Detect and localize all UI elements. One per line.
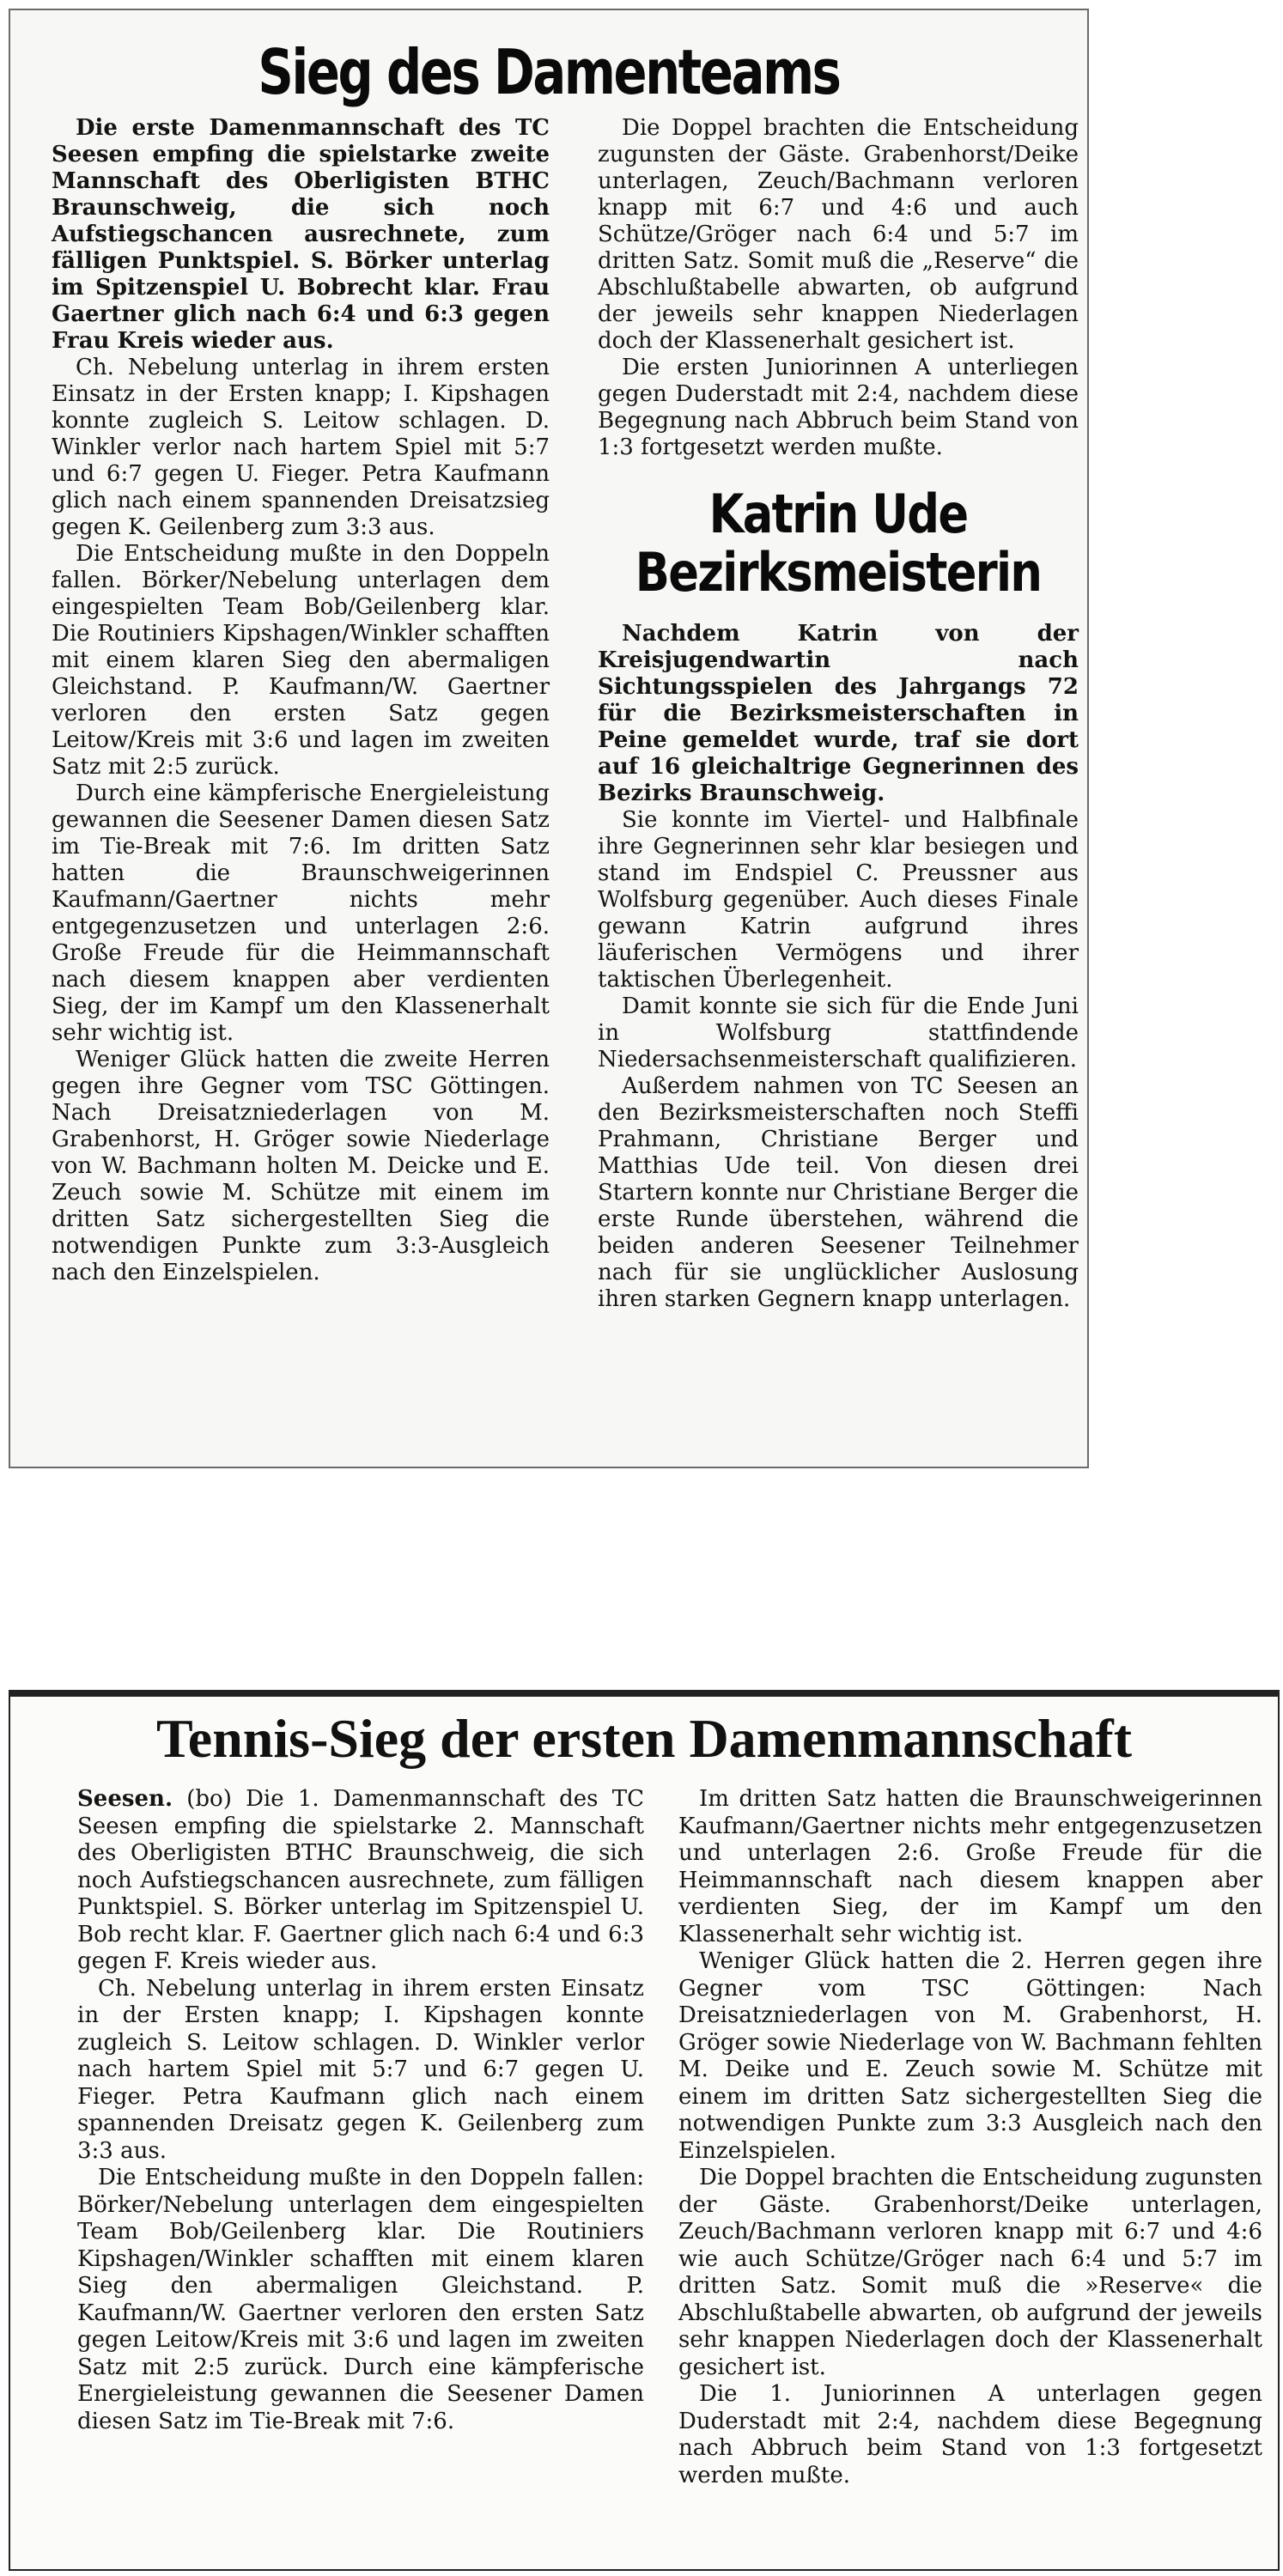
article3-paragraph: Im dritten Satz hatten die Braunschweigerinnen Kaufmann/Gaertner nichts mehr entgegenzusetzen und unterlagen 2:6. Große Freude für die Heimmannschaft nach diesem knappen aber verdienten Sieg, der im Kampf um den Klassenerhalt sehr wichtig ist. bbox=[678, 1786, 1262, 1947]
dateline: Seesen. bbox=[77, 1786, 173, 1812]
headline-sieg-des-damenteams: Sieg des Damenteams bbox=[258, 36, 840, 108]
article3-first-text: (bo) Die 1. Damenmannschaft des TC Seesen empfing die spielstarke 2. Mannschaft des Oberligisten BTHC Braunschweig, die sich noch Aufstiegschancen ausrechnete, zum fälligen Punktspiel. S. Börker unterlag im Spitzenspiel U. Bob recht klar. F. Gaertner glich nach 6:4 und 6:3 gegen F. Kreis wieder aus. bbox=[77, 1786, 645, 1974]
article1-paragraph: Weniger Glück hatten die zweite Herren gegen ihre Gegner vom TSC Göttingen. Nach Dreisatzniederlagen von M. Grabenhorst, H. Gröger sowie Niederlage von W. Bachmann holten M. Deicke und E. Zeuch sowie M. Schütze mit einem im dritten Satz sichergestellten Sieg die notwendigen Punkte zum 3:3-Ausgleich nach den Einzelspielen. bbox=[52, 1047, 550, 1285]
article3-paragraph: Weniger Glück hatten die 2. Herren gegen ihre Gegner vom TSC Göttingen: Nach Dreisatzniederlagen von M. Grabenhorst, H. Gröger sowie Niederlage von W. Bachmann fehlten M. Deike und E. Zeuch sowie M. Schütze mit einem im dritten Satz sichergestellten Sieg die notwendigen Punkte zum 3:3 Ausgleich nach den Einzelspielen. bbox=[678, 1948, 1262, 2164]
article1-lead: Die erste Damenmannschaft des TC Seesen empfing die spielstarke zweite Mannschaft des Oberligisten BTHC Braunschweig, die sich noch Aufstiegschancen ausrechnete, zum fälligen Punktspiel. S. Börker unterlag im Spitzenspiel U. Bobrecht klar. Frau Gaertner glich nach 6:4 und 6:3 gegen Frau Kreis wieder aus. bbox=[52, 115, 550, 354]
article1-right-column bbox=[598, 115, 1079, 1313]
article1-paragraph: Die ersten Juniorinnen A unterliegen gegen Duderstadt mit 2:4, nachdem diese Begegnung nach Abbruch beim Stand von 1:3 fortgesetzt werden mußte. bbox=[598, 355, 1079, 460]
article3-paragraph: Die Doppel brachten die Entscheidung zugunsten der Gäste. Grabenhorst/Deike unterlagen, Zeuch/Bachmann verloren knapp mit 6:7 und 4:6 wie auch Schütze/Gröger nach 6:4 und 5:7 im dritten Satz. Somit muß die »Reserve« die Abschlußtabelle abwarten, ob aufgrund der jeweils sehr knappen Niederlagen doch der Klassenerhalt gesichert ist. bbox=[678, 2165, 1262, 2380]
article1-paragraph: Ch. Nebelung unterlag in ihrem ersten Einsatz in der Ersten knapp; I. Kipshagen konnte zugleich S. Leitow schlagen. D. Winkler verlor nach hartem Spiel mit 5:7 und 6:7 gegen U. Fieger. Petra Kaufmann glich nach einem spannenden Dreisatzsieg gegen K. Geilenberg zum 3:3 aus. bbox=[52, 355, 550, 540]
headline-line-1: Katrin Ude bbox=[708, 483, 968, 545]
article3-first-paragraph bbox=[77, 1786, 644, 1976]
article2-paragraph: Sie konnte im Viertel- und Halbfinale ihre Gegnerinnen sehr klar besiegen und stand im Endspiel C. Preussner aus Wolfsburg gegenüber. Auch dieses Finale gewann Katrin aufgrund ihres läuferischen Vermögens und ihrer taktischen Überlegenheit. bbox=[598, 807, 1079, 993]
top-rule bbox=[10, 1692, 1278, 1697]
newspaper-clipping-1 bbox=[9, 9, 1089, 1468]
article1-paragraph: Die Doppel brachten die Entscheidung zugunsten der Gäste. Grabenhorst/Deike unterlagen, Zeuch/Bachmann verloren knapp mit 6:7 und 4:6 und auch Schütze/Gröger nach 6:4 und 5:7 im dritten Satz. Somit muß die „Reserve“ die Abschlußtabelle abwarten, ob aufgrund der jeweils sehr knappen Niederlagen doch der Klassenerhalt gesichert ist. bbox=[598, 115, 1079, 354]
article2-paragraph: Damit konnte sie sich für die Ende Juni in Wolfsburg stattfindende Niedersachsenmeisterschaft qualifizieren. bbox=[598, 993, 1079, 1072]
headline-line-2: Bezirksmeisterin bbox=[635, 541, 1042, 604]
headline-tennis-sieg: Tennis-Sieg der ersten Damenmannschaft bbox=[155, 1708, 1133, 1769]
article3-left-column bbox=[77, 1786, 644, 2435]
article3-paragraph: Die 1. Juniorinnen A unterlagen gegen Duderstadt mit 2:4, nachdem diese Begegnung nach Abbruch beim Stand von 1:3 fortgesetzt werden mußte. bbox=[678, 2381, 1262, 2488]
article2-paragraph: Außerdem nahmen von TC Seesen an den Bezirksmeisterschaften noch Steffi Prahmann, Christiane Berger und Matthias Ude teil. Von diesen drei Startern konnte nur Christiane Berger die erste Runde überstehen, während die beiden anderen Seesener Teilnehmer nach für sie unglücklicher Auslosung ihren starken Gegnern knapp unterlagen. bbox=[598, 1073, 1079, 1312]
article1-paragraph: Durch eine kämpferische Energieleistung gewannen die Seesener Damen diesen Satz im Tie-Break mit 7:6. Im dritten Satz hatten die Braunschweigerinnen Kaufmann/Gaertner nichts mehr entgegenzusetzen und unterlagen 2:6. Große Freude für die Heimmannschaft nach diesem knappen aber verdienten Sieg, der im Kampf um den Klassenerhalt sehr wichtig ist. bbox=[52, 781, 550, 1046]
article1-left-column bbox=[52, 115, 550, 1286]
newspaper-clipping-2 bbox=[9, 1690, 1280, 2571]
article3-paragraph: Ch. Nebelung unterlag in ihrem ersten Einsatz in der Ersten knapp; I. Kipshagen konnte zugleich S. Leitow schlagen. D. Winkler verlor nach hartem Spiel mit 5:7 und 6:7 gegen U. Fieger. Petra Kaufmann glich nach einem spannenden Dreisatz gegen K. Geilenberg zum 3:3 aus. bbox=[77, 1975, 644, 2164]
article3-paragraph: Die Entscheidung mußte in den Doppeln fallen: Börker/Nebelung unterlagen dem eingespielten Team Bob/Geilenberg klar. Die Routiniers Kipshagen/Winkler schafften mit einem klaren Sieg den abermaligen Gleichstand. P. Kaufmann/W. Gaertner verloren den ersten Satz gegen Leitow/Kreis mit 3:6 und lagen im zweiten Satz mit 2:5 zurück. Durch eine kämpferische Energieleistung gewannen die Seesener Damen diesen Satz im Tie-Break mit 7:6. bbox=[77, 2165, 644, 2434]
headline-katrin-ude bbox=[634, 485, 1043, 602]
article3-right-column bbox=[678, 1786, 1262, 2489]
page-gap bbox=[0, 1470, 1283, 1688]
article1-paragraph: Die Entscheidung mußte in den Doppeln fallen. Börker/Nebelung unterlagen dem eingespielten Team Bob/Geilenberg klar. Die Routiniers Kipshagen/Winkler schafften mit einem klaren Sieg den abermaligen Gleichstand. P. Kaufmann/W. Gaertner verloren den ersten Satz gegen Leitow/Kreis mit 3:6 und lagen im zweiten Satz mit 2:5 zurück. bbox=[52, 541, 550, 780]
article2-lead: Nachdem Katrin von der Kreisjugendwartin nach Sichtungsspielen des Jahrgangs 72 für die Bezirksmeisterschaften in Peine gemeldet wurde, traf sie dort auf 16 gleichaltrige Gegnerinnen des Bezirks Braunschweig. bbox=[598, 621, 1079, 806]
